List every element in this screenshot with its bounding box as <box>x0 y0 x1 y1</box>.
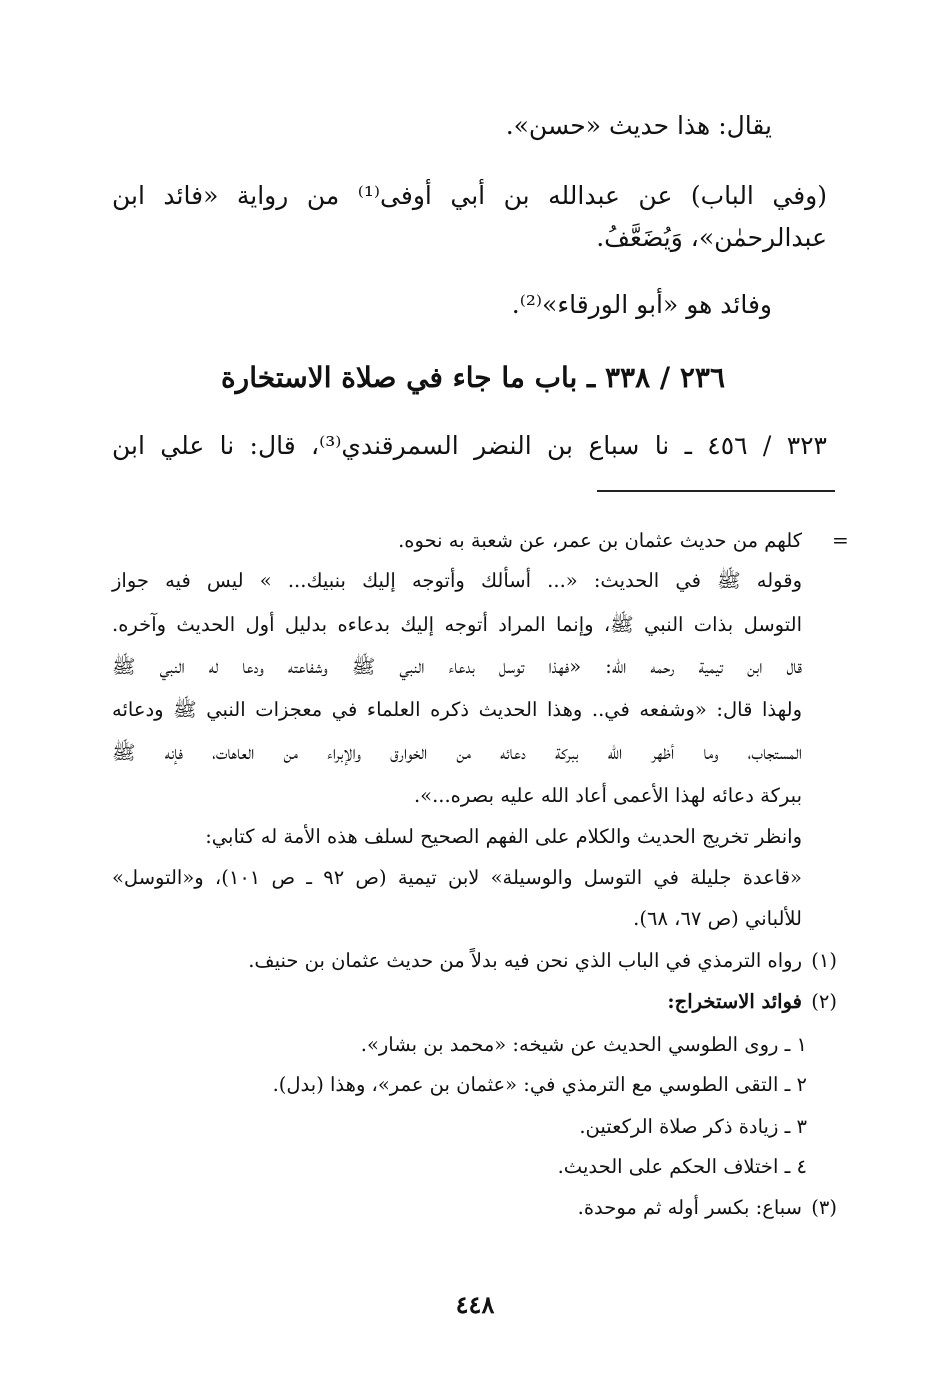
main-line-3: عبدالرحمٰن»، وَيُضَعَّفُ. <box>596 223 827 252</box>
footnote-2-title: فوائد الاستخراج: <box>667 990 802 1013</box>
footnote-continuation-line-9: «قاعدة جليلة في التوسل والوسيلة» لابن تيمية (ص ٩٢ ـ ص ١٠١)، و«التوسل» <box>112 866 802 889</box>
footnote-3-text: سباع: بكسر أوله ثم موحدة. <box>577 1196 802 1219</box>
main-line-4: وفائد هو «أبو الورقاء»⁽²⁾. <box>511 290 772 319</box>
footnote-2-item-2: ٢ ـ التقى الطوسي مع الترمذي في: «عثمان بن عمر»، وهذا (بدل). <box>272 1073 807 1096</box>
continuation-marker: = <box>832 528 849 552</box>
footnote-3-number: (٣) <box>811 1196 837 1219</box>
footnote-continuation-line-4: قال ابن تيمية رحمه الله: «فهذا توسل بدعاء النبي ﷺ وشفاعته ودعا له النبي ﷺ <box>112 655 802 678</box>
footnote-continuation-line-6: المستجاب، وما أظهر الله ببركة دعائه من الخوارق والإبراء من العاهات، فإنه ﷺ <box>112 741 802 764</box>
footnote-1-text: رواه الترمذي في الباب الذي نحن فيه بدلاً من حديث عثمان بن حنيف. <box>248 949 802 972</box>
footnote-continuation-line-7: ببركة دعائه لهذا الأعمى أعاد الله عليه بصره...». <box>413 784 802 807</box>
hadith-line: ٣٢٣ / ٤٥٦ ـ نا سباع بن النضر السمرقندي⁽³⁾، قال: نا علي ابن <box>112 431 827 460</box>
footnote-continuation-line-1: كلهم من حديث عثمان بن عمر، عن شعبة به نحوه. <box>398 529 802 552</box>
footnote-2-item-1: ١ ـ روى الطوسي الحديث عن شيخه: «محمد بن بشار». <box>360 1033 807 1056</box>
footnote-separator <box>597 490 835 492</box>
footnote-continuation-line-2: وقوله ﷺ في الحديث: «... أسألك وأتوجه إليك بنبيك... » ليس فيه جواز <box>112 569 802 592</box>
footnote-2-number: (٢) <box>811 990 837 1013</box>
footnote-2-item-3: ٣ ـ زيادة ذكر صلاة الركعتين. <box>579 1115 807 1138</box>
footnote-2-item-4: ٤ ـ اختلاف الحكم على الحديث. <box>557 1155 807 1178</box>
footnote-continuation-line-3: التوسل بذات النبي ﷺ، وإنما المراد أتوجه إليك بدعاءه بدليل أول الحديث وآخره. <box>112 613 802 636</box>
page-number: ٤٤٨ <box>455 1290 495 1319</box>
footnote-continuation-line-8: وانظر تخريج الحديث والكلام على الفهم الصحيح لسلف هذه الأمة له كتابي: <box>205 825 802 848</box>
main-line-2: (وفي الباب) عن عبدالله بن أبي أوفى⁽¹⁾ من رواية «فائد ابن <box>112 181 827 210</box>
footnote-continuation-line-10: للألباني (ص ٦٧، ٦٨). <box>633 907 802 930</box>
footnote-continuation-line-5: ولهذا قال: «وشفعه في.. وهذا الحديث ذكره العلماء في معجزات النبي ﷺ ودعائه <box>112 698 802 721</box>
footnote-1-number: (١) <box>811 949 837 972</box>
chapter-heading: ٢٣٦ / ٣٣٨ ـ باب ما جاء في صلاة الاستخارة <box>221 361 725 394</box>
main-line-1: يقال: هذا حديث «حسن». <box>505 111 772 140</box>
